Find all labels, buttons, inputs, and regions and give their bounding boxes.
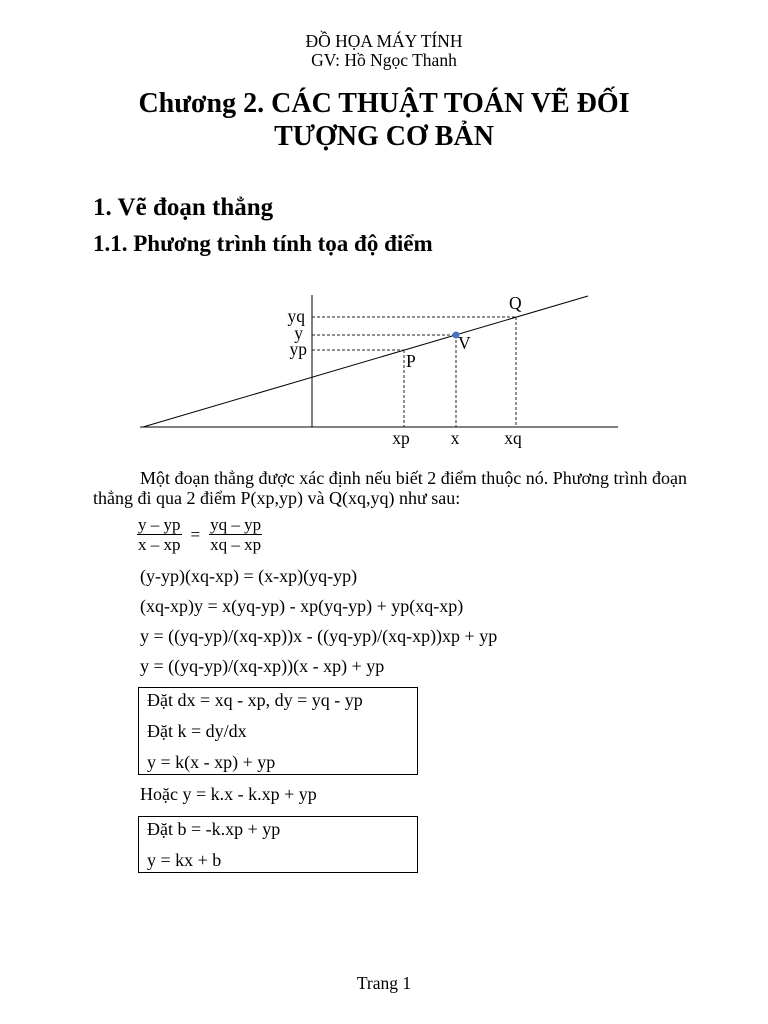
right-denominator: xq – xp bbox=[210, 535, 262, 554]
line-segment-diagram bbox=[0, 280, 768, 455]
box-2-line-1: Đặt b = -k.xp + yp bbox=[147, 819, 281, 839]
box-1-line-2: Đặt k = dy/dx bbox=[147, 721, 247, 741]
label-y: y bbox=[294, 323, 303, 343]
label-point-p: P bbox=[406, 351, 416, 371]
lecturer-name: GV: Hồ Ngọc Thanh bbox=[311, 50, 457, 70]
alternative-equation: Hoặc y = k.x - k.xp + yp bbox=[140, 784, 317, 804]
chapter-title-line-1: Chương 2. CÁC THUẬT TOÁN VẼ ĐỐI bbox=[138, 88, 630, 119]
definition-box-intercept bbox=[138, 816, 418, 873]
subsection-heading: 1.1. Phương trình tính tọa độ điểm bbox=[93, 231, 433, 256]
left-fraction bbox=[137, 515, 182, 554]
label-yp: yp bbox=[289, 339, 307, 359]
line-through-p-q bbox=[143, 296, 588, 427]
left-denominator: x – xp bbox=[138, 535, 181, 554]
label-point-v: V bbox=[458, 333, 471, 353]
right-numerator: yq – yp bbox=[210, 515, 262, 534]
box-1-line-3: y = k(x - xp) + yp bbox=[147, 752, 276, 772]
fraction-equation bbox=[137, 515, 262, 554]
page-number: Trang 1 bbox=[356, 973, 412, 993]
left-numerator: y – yp bbox=[138, 515, 181, 534]
label-xq: xq bbox=[504, 428, 522, 448]
equation-1: (y-yp)(xq-xp) = (x-xp)(yq-yp) bbox=[140, 566, 358, 586]
paragraph-line-1: Một đoạn thẳng được xác định nếu biết 2 điểm thuộc nó. Phương trình đoạn bbox=[140, 468, 687, 488]
equation-4: y = ((yq-yp)/(xq-xp))(x - xp) + yp bbox=[140, 656, 385, 676]
equation-3: y = ((yq-yp)/(xq-xp))x - ((yq-yp)/(xq-xp))xp + yp bbox=[140, 626, 498, 646]
box-1-line-1: Đặt dx = xq - xp, dy = yq - yp bbox=[147, 690, 363, 710]
label-xp: xp bbox=[392, 428, 410, 448]
equals-sign: = bbox=[190, 525, 201, 544]
label-point-q: Q bbox=[509, 293, 522, 313]
chapter-title-line-2: TƯỢNG CƠ BẢN bbox=[274, 121, 494, 152]
section-heading: 1. Vẽ đoạn thẳng bbox=[93, 194, 274, 221]
definition-box-slope bbox=[138, 687, 418, 775]
equation-2: (xq-xp)y = x(yq-yp) - xp(yq-yp) + yp(xq-xp) bbox=[140, 596, 464, 616]
label-yq: yq bbox=[287, 306, 305, 326]
label-x: x bbox=[450, 428, 460, 448]
course-name: ĐỒ HỌA MÁY TÍNH bbox=[305, 31, 463, 51]
box-2-line-2: y = kx + b bbox=[147, 850, 222, 870]
paragraph-line-2: thẳng đi qua 2 điểm P(xp,yp) và Q(xq,yq) như sau: bbox=[93, 488, 461, 508]
right-fraction bbox=[209, 515, 262, 554]
